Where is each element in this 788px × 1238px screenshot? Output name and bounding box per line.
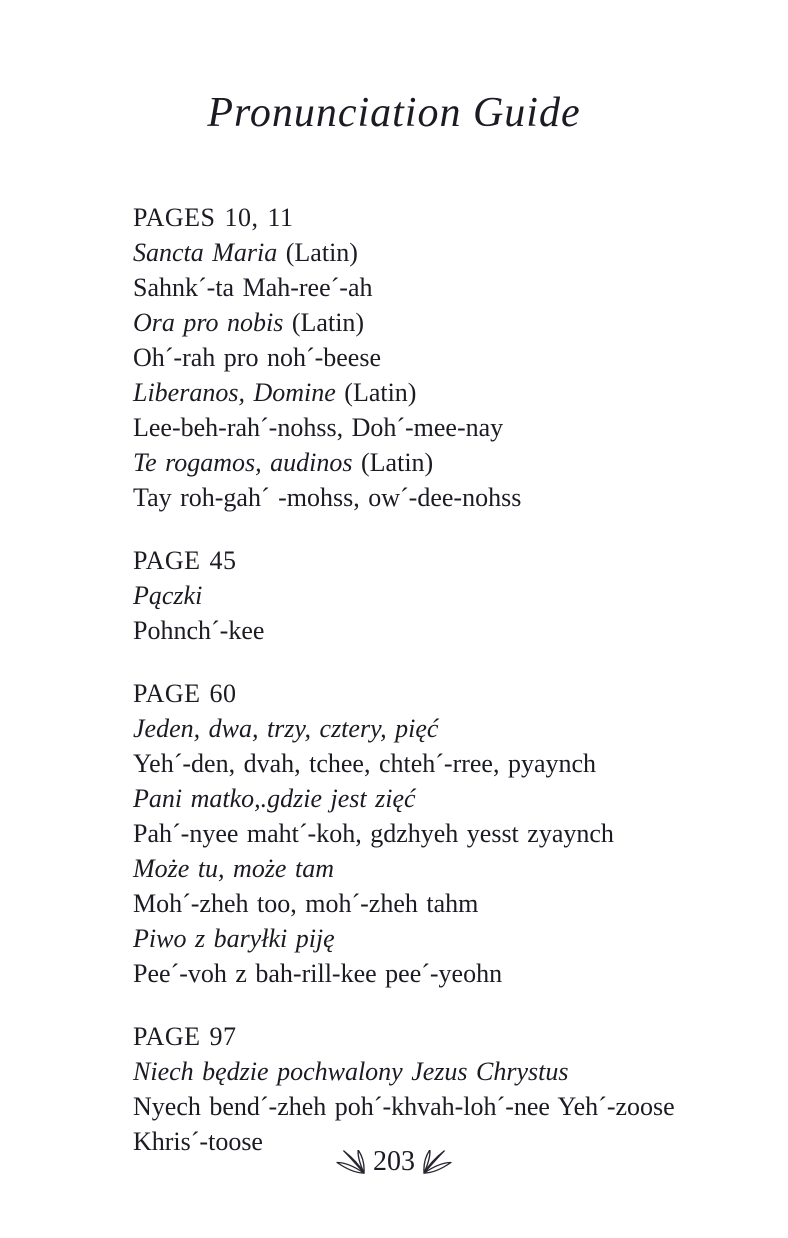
phrase-line [133, 781, 685, 816]
leaf-ornament-right-icon [422, 1150, 453, 1175]
page-footer [0, 1146, 788, 1178]
section-heading: PAGE 97 [133, 1022, 237, 1051]
phrase-text: Pani matko,.gdzie jest zięć [133, 784, 416, 813]
phrase-line [133, 921, 685, 956]
phrase-text: Jeden, dwa, trzy, cztery, pięć [133, 714, 439, 743]
pronunciation-text: Pah´-nyee maht´-koh, gdzhyeh yesst zyaynch [133, 819, 614, 848]
pronunciation-entry [133, 851, 685, 921]
pronunciation-entry [133, 445, 685, 515]
page-number: 203 [373, 1146, 415, 1177]
pronunciation-text: Nyech bend´-zheh poh´-khvah-loh´-nee Yeh´-zoose Khris´-toose [133, 1092, 675, 1156]
phrase-line [133, 1054, 685, 1089]
pronunciation-entry [133, 781, 685, 851]
section-heading: PAGE 60 [133, 679, 237, 708]
pronunciation-entry [133, 305, 685, 375]
pronunciation-text: Pohnch´-kee [133, 616, 265, 645]
phrase-text: Ora pro nobis [133, 308, 284, 337]
pronunciation-entry [133, 578, 685, 648]
section-page-45 [133, 543, 685, 648]
pronunciation-entry [133, 375, 685, 445]
pronunciation-guide-content [133, 200, 685, 1159]
section-heading: PAGES 10, 11 [133, 203, 294, 232]
phrase-text: Sancta Maria [133, 238, 278, 267]
pronunciation-entry [133, 711, 685, 781]
pronunciation-text: Yeh´-den, dvah, tchee, chteh´-rree, pyaynch [133, 749, 597, 778]
pronunciation-entry [133, 235, 685, 305]
section-pages-10-11 [133, 200, 685, 515]
pronunciation-text: Pee´-voh z bah-rill-kee pee´-yeohn [133, 959, 503, 988]
pronunciation-text: Sahnk´-ta Mah-ree´-ah [133, 273, 373, 302]
phrase-line [133, 711, 685, 746]
pronunciation-text: Tay roh-gah´ -mohss, ow´-dee-nohss [133, 483, 522, 512]
phrase-line [133, 445, 685, 480]
leaf-ornament-left-icon [335, 1150, 366, 1175]
phrase-text: Może tu, może tam [133, 854, 334, 883]
page-title: Pronunciation Guide [207, 90, 581, 136]
phrase-language: (Latin) [352, 448, 434, 477]
pronunciation-entry [133, 1054, 685, 1159]
phrase-language: (Latin) [335, 378, 417, 407]
phrase-line [133, 235, 685, 270]
section-heading: PAGE 45 [133, 546, 237, 575]
phrase-text: Liberanos, Domine [133, 378, 336, 407]
phrase-text: Niech będzie pochwalony Jezus Chrystus [133, 1057, 569, 1086]
phrase-language: (Latin) [277, 238, 358, 267]
phrase-line [133, 305, 685, 340]
pronunciation-text: Moh´-zheh too, moh´-zheh tahm [133, 889, 479, 918]
pronunciation-entry [133, 921, 685, 991]
phrase-text: Pączki [133, 581, 203, 610]
pronunciation-text: Oh´-rah pro noh´-beese [133, 343, 382, 372]
phrase-text: Te rogamos, audinos [133, 448, 353, 477]
section-page-97 [133, 1019, 685, 1159]
phrase-line [133, 375, 685, 410]
pronunciation-text: Lee-beh-rah´-nohss, Doh´-mee-nay [133, 413, 504, 442]
phrase-text: Piwo z baryłki piję [133, 924, 335, 953]
section-page-60 [133, 676, 685, 991]
phrase-language: (Latin) [283, 308, 365, 337]
phrase-line [133, 851, 685, 886]
phrase-line [133, 578, 685, 613]
